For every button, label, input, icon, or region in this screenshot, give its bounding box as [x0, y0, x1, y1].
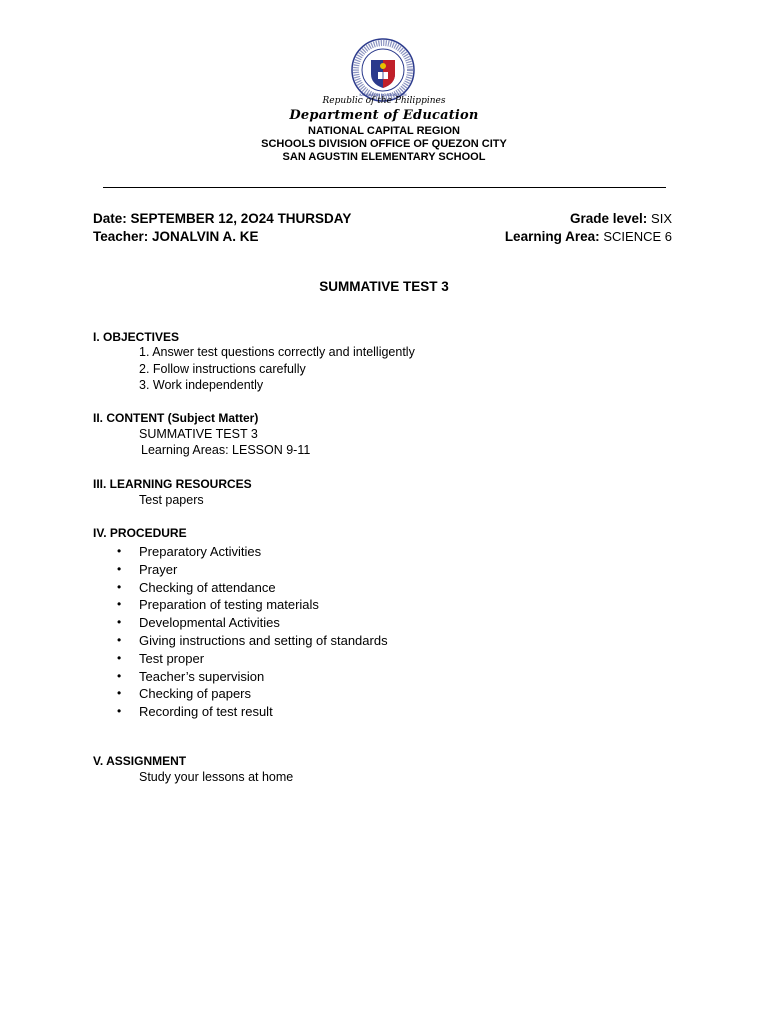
seal-text: KAGAWARAN NG EDUKASYON: [359, 93, 407, 97]
content-line: SUMMATIVE TEST 3: [139, 427, 258, 441]
list-item: • Checking of attendance: [117, 579, 276, 595]
document-title: SUMMATIVE TEST 3: [319, 279, 449, 294]
learning-area: [505, 229, 672, 244]
school-name: SAN AGUSTIN ELEMENTARY SCHOOL: [282, 151, 486, 163]
objective-item: 1. Answer test questions correctly and intelligently: [139, 345, 415, 359]
bullet-icon: •: [117, 650, 122, 665]
objectives-heading: I. OBJECTIVES: [93, 330, 180, 344]
grade-level-value: SIX: [651, 211, 672, 226]
bullet-icon: •: [117, 597, 122, 612]
list-item: • Giving instructions and setting of standards: [117, 632, 388, 648]
assignment-line: Study your lessons at home: [139, 770, 294, 784]
bullet-icon: •: [117, 686, 122, 701]
procedure-heading: IV. PROCEDURE: [93, 526, 187, 540]
objective-item: 3. Work independently: [139, 378, 264, 392]
resources-line: Test papers: [139, 493, 204, 507]
list-item: • Checking of papers: [117, 686, 252, 702]
content-line: Learning Areas: LESSON 9-11: [141, 443, 311, 457]
bullet-icon: •: [117, 704, 122, 719]
bullet-icon: •: [117, 668, 122, 683]
resources-heading: III. LEARNING RESOURCES: [93, 477, 252, 491]
grade-level-label: Grade level:: [569, 211, 648, 226]
bullet-icon: •: [117, 579, 122, 594]
list-item: • Test proper: [117, 650, 205, 666]
bullet-icon: •: [117, 615, 122, 630]
header-divider: [103, 187, 666, 188]
list-item: • Developmental Activities: [117, 615, 280, 631]
content-heading: II. CONTENT (Subject Matter): [93, 411, 259, 425]
teacher-line: Teacher: JONALVIN A. KE: [93, 229, 259, 244]
list-item: • Prayer: [117, 561, 178, 577]
list-item: • Preparatory Activities: [117, 544, 262, 559]
grade-level: [570, 211, 672, 226]
objective-item: 2. Follow instructions carefully: [139, 362, 306, 376]
list-item: • Teacher’s supervision: [117, 668, 265, 684]
bullet-icon: •: [117, 632, 122, 647]
bullet-icon: •: [117, 561, 122, 576]
deped-seal-logo: [351, 38, 415, 102]
bullet-icon: •: [117, 544, 122, 558]
assignment-heading: V. ASSIGNMENT: [93, 754, 187, 768]
region-name: NATIONAL CAPITAL REGION: [308, 125, 460, 137]
department-name: Department of Education: [289, 108, 479, 123]
republic-line: Republic of the Philippines: [322, 96, 446, 106]
learning-area-label: Learning Area:: [504, 229, 600, 244]
division-name: SCHOOLS DIVISION OFFICE OF QUEZON CITY: [261, 138, 507, 150]
date-line: Date: SEPTEMBER 12, 2O24 THURSDAY: [93, 211, 352, 226]
list-item: • Recording of test result: [117, 704, 273, 720]
learning-area-value: SCIENCE 6: [603, 229, 672, 244]
list-item: • Preparation of testing materials: [117, 597, 319, 613]
procedure-list: [115, 543, 388, 721]
